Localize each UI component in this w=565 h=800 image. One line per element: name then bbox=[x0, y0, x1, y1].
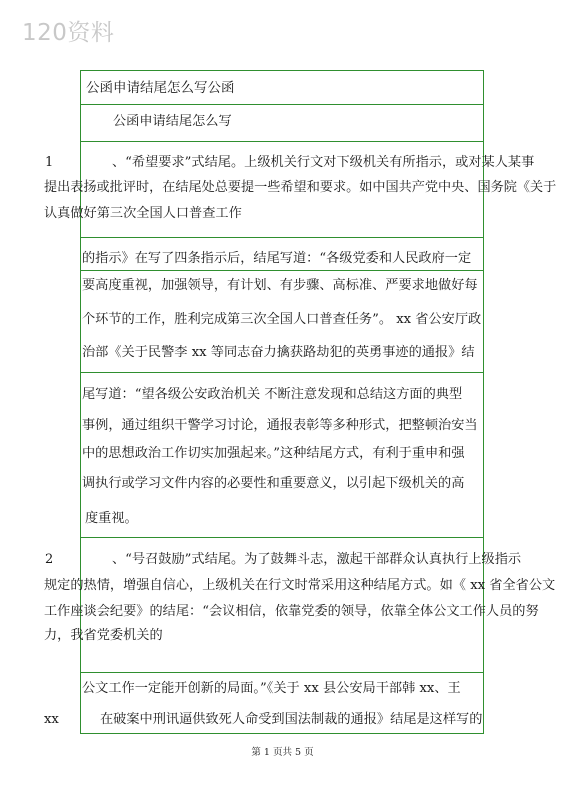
section-number: 1 bbox=[45, 155, 54, 170]
subtitle: 公函申请结尾怎么写 bbox=[113, 114, 232, 129]
rule bbox=[80, 70, 484, 71]
section-number: 2 bbox=[45, 552, 54, 567]
paragraph-line: 力，我省党委机关的 bbox=[44, 628, 163, 643]
paragraph-line: 公文工作一定能开创新的局面。”《关于 xx 县公安局干部韩 xx、王 bbox=[82, 681, 461, 696]
paragraph-line: 中的思想政治工作切实加强起来。”这种结尾方式，有利于重申和强 bbox=[82, 446, 465, 461]
paragraph-line: 规定的热情，增强自信心，上级机关在行文时常采用这种结尾方式。如《 xx 省全省公文 bbox=[44, 578, 556, 593]
rule bbox=[80, 237, 484, 238]
rule bbox=[80, 141, 484, 142]
paragraph-line: xx bbox=[44, 712, 59, 727]
paragraph-line: 、“号召鼓励”式结尾。为了鼓舞斗志，激起干部群众认真执行上级指示 bbox=[112, 552, 522, 567]
rule bbox=[80, 270, 484, 271]
paragraph-line: 治部《关于民警李 xx 等同志奋力擒获路劫犯的英勇事迹的通报》结 bbox=[82, 345, 475, 360]
page-title: 公函申请结尾怎么写公函 bbox=[86, 80, 235, 96]
paragraph-line: 尾写道：“望各级公安政治机关 不断注意发现和总结这方面的典型 bbox=[82, 387, 463, 402]
watermark: 120资料 bbox=[22, 20, 115, 46]
paragraph-line: 度重视。 bbox=[85, 511, 138, 526]
paragraph-line: 工作座谈会纪要》的结尾：“会议相信，依靠党委的领导，依靠全体公文工作人员的努 bbox=[44, 604, 539, 619]
rule bbox=[80, 733, 484, 734]
paragraph-line: 要高度重视，加强领导，有计划、有步骤、高标准、严要求地做好每 bbox=[82, 278, 478, 293]
paragraph-line: 的指示》在写了四条指示后，结尾写道：“各级党委和人民政府一定 bbox=[82, 251, 472, 266]
paragraph-line: 事例，通过组织干警学习讨论，通报表彰等多种形式，把整顿治安当 bbox=[82, 418, 478, 433]
rule bbox=[80, 372, 484, 373]
paragraph-line: 、“希望要求”式结尾。上级机关行文对下级机关有所指示，或对某人某事 bbox=[112, 155, 535, 170]
paragraph-line: 在破案中刑讯逼供致死人命受到国法制裁的通报》结尾是这样写的 bbox=[100, 712, 483, 727]
rule bbox=[80, 104, 484, 105]
paragraph-line: 调执行或学习文件内容的必要性和重要意义，以引起下级机关的高 bbox=[82, 476, 465, 491]
page-number: 第 1 页共 5 页 bbox=[251, 747, 314, 758]
paragraph-line: 提出表扬或批评时，在结尾处总要提一些希望和要求。如中国共产党中央、国务院《关于 bbox=[44, 180, 557, 195]
paragraph-line: 认真做好第三次全国人口普查工作 bbox=[44, 206, 242, 221]
rule bbox=[80, 537, 484, 538]
rule bbox=[80, 672, 484, 673]
paragraph-line: 个环节的工作，胜利完成第三次全国人口普查任务”。 xx 省公安厅政 bbox=[82, 312, 482, 327]
